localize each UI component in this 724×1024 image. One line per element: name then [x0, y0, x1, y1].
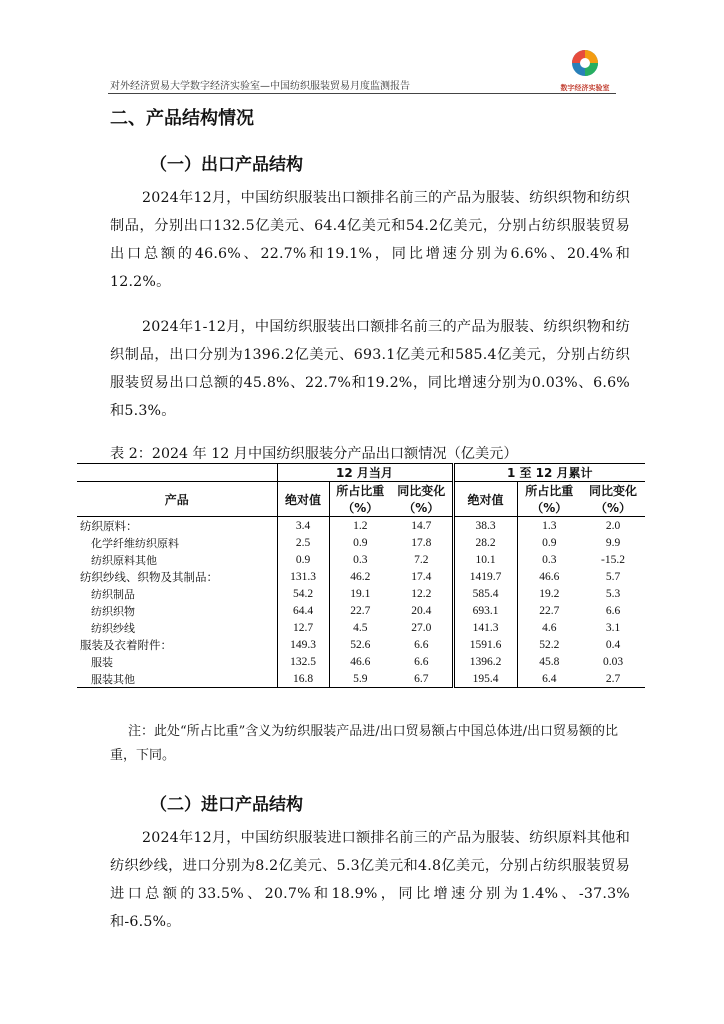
table-row	[77, 568, 645, 585]
cell-ytd-yoy: 2.7	[581, 670, 645, 688]
group-header-ytd: 1 至 12 月累计	[453, 464, 645, 482]
cell-ytd-share: 46.6	[539, 570, 560, 583]
cell-ytd-abs: 28.2	[453, 534, 517, 551]
table-row	[77, 534, 645, 551]
cell-month-abs: 2.5	[277, 534, 329, 551]
cell-ytd-abs: 195.4	[453, 670, 517, 688]
report-header: 对外经济贸易大学数字经济实验室—中国纺织服装贸易月度监测报告	[110, 81, 410, 92]
cell-ytd-abs: 1396.2	[453, 653, 517, 670]
export-product-table	[77, 463, 645, 688]
cell-ytd-abs: 38.3	[453, 517, 517, 535]
cell-month-share: 0.3	[353, 553, 368, 566]
cell-ytd-yoy: 5.3	[605, 587, 621, 600]
cell-month-abs: 12.7	[277, 619, 329, 636]
cell-month-share: 1.2	[353, 519, 368, 532]
cell-ytd-share: 6.4	[517, 670, 581, 688]
export-paragraph-1: 2024年12月，中国纺织服装出口额排名前三的产品为服装、纺织织物和纺织制品，分别出口132.5亿美元、64.4亿美元和54.2亿美元，分别占纺织服装贸易出口总额的46.6%、22.7%和19.1%，同比增速分别为6.6%、20.4%和12.2%。	[110, 190, 630, 290]
cell-ytd-yoy: 6.6	[605, 604, 621, 617]
row-label: 服装	[77, 653, 277, 670]
header-rule	[108, 93, 616, 94]
cell-month-abs: 64.4	[277, 602, 329, 619]
table-row	[77, 602, 645, 619]
cell-ytd-share: 0.9	[542, 536, 557, 549]
cell-month-yoy: 17.4	[391, 568, 453, 585]
header-blank	[77, 464, 277, 482]
cell-month-yoy: 6.7	[391, 670, 453, 688]
cell-ytd-yoy: 0.4	[605, 638, 621, 651]
table-row	[77, 636, 645, 653]
col-header-ytd-yoy: 同比变化（%）	[581, 482, 645, 517]
row-label: 化学纤维纺织原料	[77, 534, 277, 551]
col-header-month-abs: 绝对值	[277, 482, 329, 517]
cell-ytd-abs: 693.1	[453, 602, 517, 619]
table-row	[77, 585, 645, 602]
cell-ytd-abs: 141.3	[453, 619, 517, 636]
table-row	[77, 619, 645, 636]
cell-ytd-yoy: -15.2	[601, 553, 625, 566]
row-label: 纺织纱线、织物及其制品：	[77, 568, 277, 585]
row-label: 纺织纱线	[77, 619, 277, 636]
cell-ytd-yoy: 0.03	[602, 655, 624, 668]
col-header-ytd-share: 所占比重（%）	[517, 482, 581, 517]
col-header-month-yoy: 同比变化（%）	[391, 482, 453, 517]
globe-icon	[570, 48, 600, 78]
section-title: 二、产品结构情况	[110, 108, 254, 129]
row-label: 纺织织物	[77, 602, 277, 619]
table-row	[77, 551, 645, 568]
cell-ytd-share: 22.7	[539, 604, 560, 617]
export-subsection-title: （一）出口产品结构	[150, 155, 303, 175]
cell-ytd-yoy: 5.7	[605, 570, 621, 583]
row-label: 服装其他	[77, 670, 277, 688]
table-caption: 表 2：2024 年 12 月中国纺织服装分产品出口额情况（亿美元）	[110, 446, 518, 462]
cell-ytd-abs: 585.4	[453, 585, 517, 602]
cell-month-abs: 54.2	[277, 585, 329, 602]
cell-month-abs: 3.4	[277, 517, 329, 535]
import-subsection-title: （二）进口产品结构	[150, 795, 303, 815]
col-header-product: 产品	[77, 482, 277, 517]
cell-ytd-share: 45.8	[539, 655, 560, 668]
lab-logo	[554, 48, 616, 92]
export-paragraph-2: 2024年1-12月，中国纺织服装出口额排名前三的产品为服装、纺织织物和纺织制品，出口分别为1396.2亿美元、693.1亿美元和585.4亿美元，分别占纺织服装贸易出口总额的45.8%、22.7%和19.2%，同比增速分别为0.03%、6.6%和5.3%。	[110, 319, 630, 419]
cell-month-abs: 0.9	[277, 551, 329, 568]
cell-month-yoy: 6.6	[391, 636, 453, 653]
cell-month-abs: 131.3	[277, 568, 329, 585]
row-label: 纺织原料其他	[77, 551, 277, 568]
table-row	[77, 517, 645, 535]
cell-month-yoy: 7.2	[391, 551, 453, 568]
cell-ytd-abs: 1591.6	[453, 636, 517, 653]
col-header-ytd-abs: 绝对值	[453, 482, 517, 517]
cell-month-share: 0.9	[353, 536, 368, 549]
col-header-month-share: 所占比重（%）	[329, 482, 391, 517]
table-row	[77, 653, 645, 670]
cell-month-share: 52.6	[350, 638, 371, 651]
cell-month-yoy: 12.2	[391, 585, 453, 602]
cell-ytd-yoy: 3.1	[605, 621, 621, 634]
cell-ytd-share: 52.2	[539, 638, 560, 651]
group-header-month: 12 月当月	[277, 464, 453, 482]
cell-ytd-share: 4.6	[542, 621, 557, 634]
cell-month-yoy: 6.6	[391, 653, 453, 670]
cell-ytd-share: 1.3	[542, 519, 557, 532]
cell-month-abs: 16.8	[277, 670, 329, 688]
cell-month-share: 46.6	[350, 655, 371, 668]
table-row	[77, 670, 645, 688]
row-label: 服装及衣着附件：	[77, 636, 277, 653]
cell-ytd-share: 19.2	[539, 587, 560, 600]
cell-month-share: 22.7	[350, 604, 371, 617]
cell-ytd-abs: 10.1	[453, 551, 517, 568]
table-note: 注：此处“所占比重”含义为纺织服装产品进/出口贸易额占中国总体进/出口贸易额的比重，下同。	[110, 724, 619, 763]
cell-ytd-yoy: 2.0	[605, 519, 621, 532]
cell-month-share: 46.2	[350, 570, 371, 583]
cell-ytd-abs: 1419.7	[453, 568, 517, 585]
logo-text: 数字经济实验室	[560, 84, 610, 92]
cell-month-yoy: 27.0	[391, 619, 453, 636]
cell-month-yoy: 20.4	[391, 602, 453, 619]
cell-month-abs: 132.5	[277, 653, 329, 670]
cell-month-share: 5.9	[329, 670, 391, 688]
row-label: 纺织制品	[77, 585, 277, 602]
cell-month-yoy: 17.8	[391, 534, 453, 551]
import-paragraph-1: 2024年12月，中国纺织服装进口额排名前三的产品为服装、纺织原料其他和纺织纱线，进口分别为8.2亿美元、5.3亿美元和4.8亿美元，分别占纺织服装贸易进口总额的33.5%、20.7%和18.9%，同比增速分别为1.4%、-37.3%和-6.5%。	[110, 830, 630, 930]
cell-month-share: 4.5	[353, 621, 368, 634]
cell-month-abs: 149.3	[277, 636, 329, 653]
row-label: 纺织原料：	[77, 517, 277, 535]
cell-ytd-yoy: 9.9	[605, 536, 621, 549]
cell-month-share: 19.1	[350, 587, 371, 600]
cell-ytd-share: 0.3	[542, 553, 557, 566]
cell-month-yoy: 14.7	[391, 517, 453, 535]
